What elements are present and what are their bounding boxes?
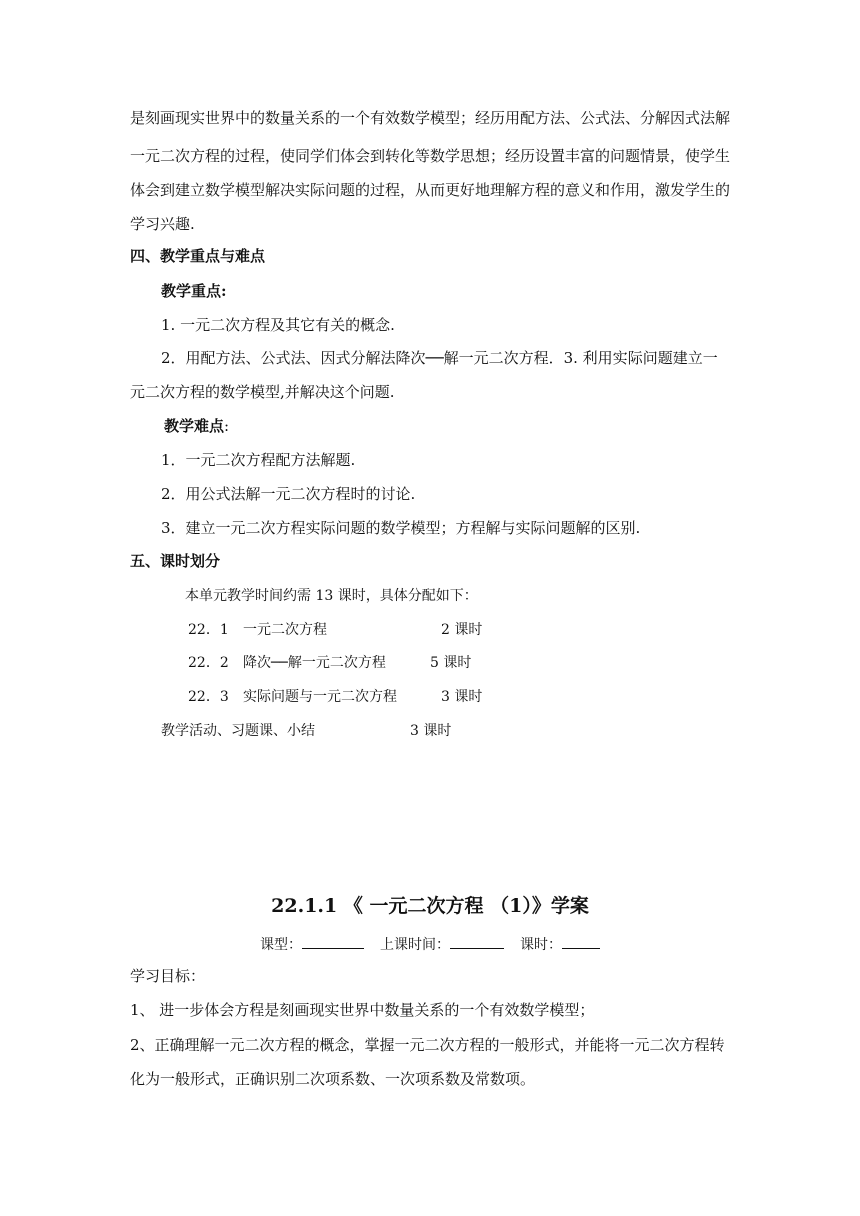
period-blank xyxy=(562,934,600,949)
difficulty-2: 2．用公式法解一元二次方程时的讨论. xyxy=(161,485,416,503)
goal-2: 2、正确理解一元二次方程的概念，掌握一元二次方程的一般形式，并能将一元二次方程转 xyxy=(130,1036,725,1054)
lesson-meta xyxy=(0,934,860,955)
intro-line-3: 体会到建立数学模型解决实际问题的过程，从而更好地理解方程的意义和作用，激发学生的 xyxy=(130,181,731,199)
time-label: 上课时间： xyxy=(380,937,450,953)
difficulty-1: 1．一元二次方程配方法解题. xyxy=(161,451,356,469)
goal-2-continued: 化为一般形式，正确识别二次项系数、一次项系数及常数项。 xyxy=(130,1070,536,1088)
schedule-num: 22．2 xyxy=(188,655,229,671)
key-point-2-continued: 元二次方程的数学模型,并解决这个问题. xyxy=(130,383,395,401)
type-label: 课型： xyxy=(260,937,302,953)
key-point-2: 2．用配方法、公式法、因式分解法降次──解一元二次方程．3. 利用实际问题建立一 xyxy=(161,349,718,367)
difficulties-colon: : xyxy=(224,417,230,435)
difficulties-heading: 教学难点 xyxy=(164,417,225,435)
key-points-heading: 教学重点: xyxy=(161,282,227,300)
schedule-topic: 实际问题与一元二次方程 xyxy=(243,689,397,705)
difficulty-3: 3．建立一元二次方程实际问题的数学模型；方程解与实际问题解的区别. xyxy=(161,519,641,537)
difficulties-heading-line xyxy=(164,416,229,436)
lesson-title: 22.1.1 《 一元二次方程 （1）》学案 xyxy=(271,895,589,917)
key-point-1: 1. 一元二次方程及其它有关的概念. xyxy=(161,316,395,334)
section-4-heading: 四、教学重点与难点 xyxy=(130,247,266,265)
intro-line-4: 学习兴趣. xyxy=(130,215,195,233)
schedule-hours: 3 课时 xyxy=(441,689,483,705)
schedule-num: 22．3 xyxy=(188,689,229,705)
goals-heading: 学习目标： xyxy=(130,967,206,985)
intro-line-2: 一元二次方程的过程，使同学们体会到转化等数学思想；经历设置丰富的问题情景，使学生 xyxy=(130,147,731,165)
schedule-num: 22．1 xyxy=(188,622,229,638)
schedule-topic: 教学活动、习题课、小结 xyxy=(161,723,315,739)
schedule-hours: 5 课时 xyxy=(430,655,472,671)
time-blank xyxy=(450,934,504,949)
section-5-heading: 五、课时划分 xyxy=(130,552,221,570)
intro-line-1: 是刻画现实世界中的数量关系的一个有效数学模型；经历用配方法、公式法、分解因式法解 xyxy=(130,109,731,127)
schedule-intro: 本单元教学时间约需 13 课时，具体分配如下： xyxy=(185,588,478,604)
schedule-topic: 降次──解一元二次方程 xyxy=(243,655,386,671)
period-label: 课时： xyxy=(520,937,562,953)
schedule-topic: 一元二次方程 xyxy=(243,622,327,638)
schedule-hours: 2 课时 xyxy=(441,622,483,638)
type-blank xyxy=(302,934,364,949)
goal-1: 1、 进一步体会方程是刻画现实世界中数量关系的一个有效数学模型； xyxy=(130,1001,595,1019)
schedule-hours: 3 课时 xyxy=(410,723,452,739)
